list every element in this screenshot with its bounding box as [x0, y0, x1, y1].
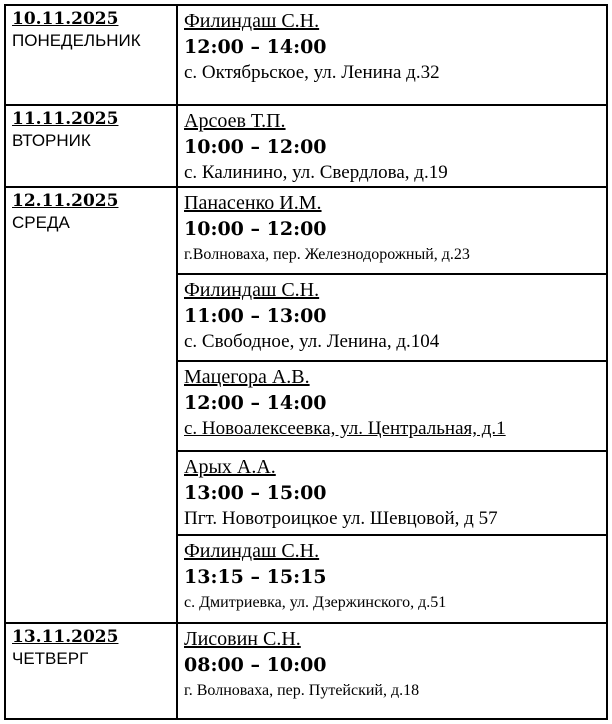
day-weekday: ВТОРНИК [12, 131, 91, 150]
reception-time: 12:00 – 14:00 [184, 36, 327, 58]
reception-address: с. Калинино, ул. Свердлова, д.19 [184, 162, 448, 183]
day-weekday: СРЕДА [12, 213, 70, 232]
reception-schedule-table [4, 4, 608, 720]
official-name: Филиндаш С.Н. [184, 10, 320, 32]
reception-address: с. Октябрьское, ул. Ленина д.32 [184, 62, 440, 83]
entry-cell [177, 535, 607, 623]
official-name: Мацегора А.В. [184, 366, 310, 388]
entry-cell [177, 187, 607, 274]
official-name: Лисовин С.Н. [184, 628, 301, 650]
official-name: Арсоев Т.П. [184, 110, 286, 132]
entry-cell [177, 105, 607, 187]
day-date: 13.11.2025 [12, 627, 119, 647]
entry-cell [177, 451, 607, 535]
entry-cell [177, 623, 607, 719]
official-name: Арых А.А. [184, 456, 276, 478]
reception-address: Пгт. Новотроицкое ул. Шевцовой, д 57 [184, 508, 498, 529]
reception-time: 10:00 – 12:00 [184, 218, 327, 240]
reception-time: 10:00 – 12:00 [184, 136, 327, 158]
schedule-row [5, 187, 607, 274]
entry-cell [177, 274, 607, 361]
reception-time: 08:00 – 10:00 [184, 654, 327, 676]
official-name: Панасенко И.М. [184, 192, 322, 214]
official-name: Филиндаш С.Н. [184, 540, 320, 562]
schedule-row [5, 623, 607, 719]
day-cell [5, 623, 177, 719]
reception-time: 13:00 – 15:00 [184, 482, 327, 504]
day-cell [5, 105, 177, 187]
day-cell [5, 5, 177, 105]
reception-address: г. Волноваха, пер. Путейский, д.18 [184, 682, 420, 699]
day-weekday: ЧЕТВЕРГ [12, 649, 89, 668]
reception-address: с. Свободное, ул. Ленина, д.104 [184, 331, 440, 352]
reception-time: 12:00 – 14:00 [184, 392, 327, 414]
day-date: 10.11.2025 [12, 9, 119, 29]
day-date: 11.11.2025 [12, 109, 119, 129]
official-name: Филиндаш С.Н. [184, 279, 320, 301]
reception-address: г.Волноваха, пер. Железнодорожный, д.23 [184, 246, 470, 263]
day-date: 12.11.2025 [12, 191, 119, 211]
entry-cell [177, 5, 607, 105]
schedule-row [5, 105, 607, 187]
day-weekday: ПОНЕДЕЛЬНИК [12, 31, 141, 50]
schedule-row [5, 5, 607, 105]
day-cell [5, 187, 177, 623]
reception-time: 11:00 – 13:00 [184, 305, 327, 327]
reception-time: 13:15 – 15:15 [184, 566, 327, 588]
reception-address: с. Дмитриевка, ул. Дзержинского, д.51 [184, 594, 447, 611]
entry-cell [177, 361, 607, 451]
reception-address: с. Новоалексеевка, ул. Центральная, д.1 [184, 418, 506, 439]
